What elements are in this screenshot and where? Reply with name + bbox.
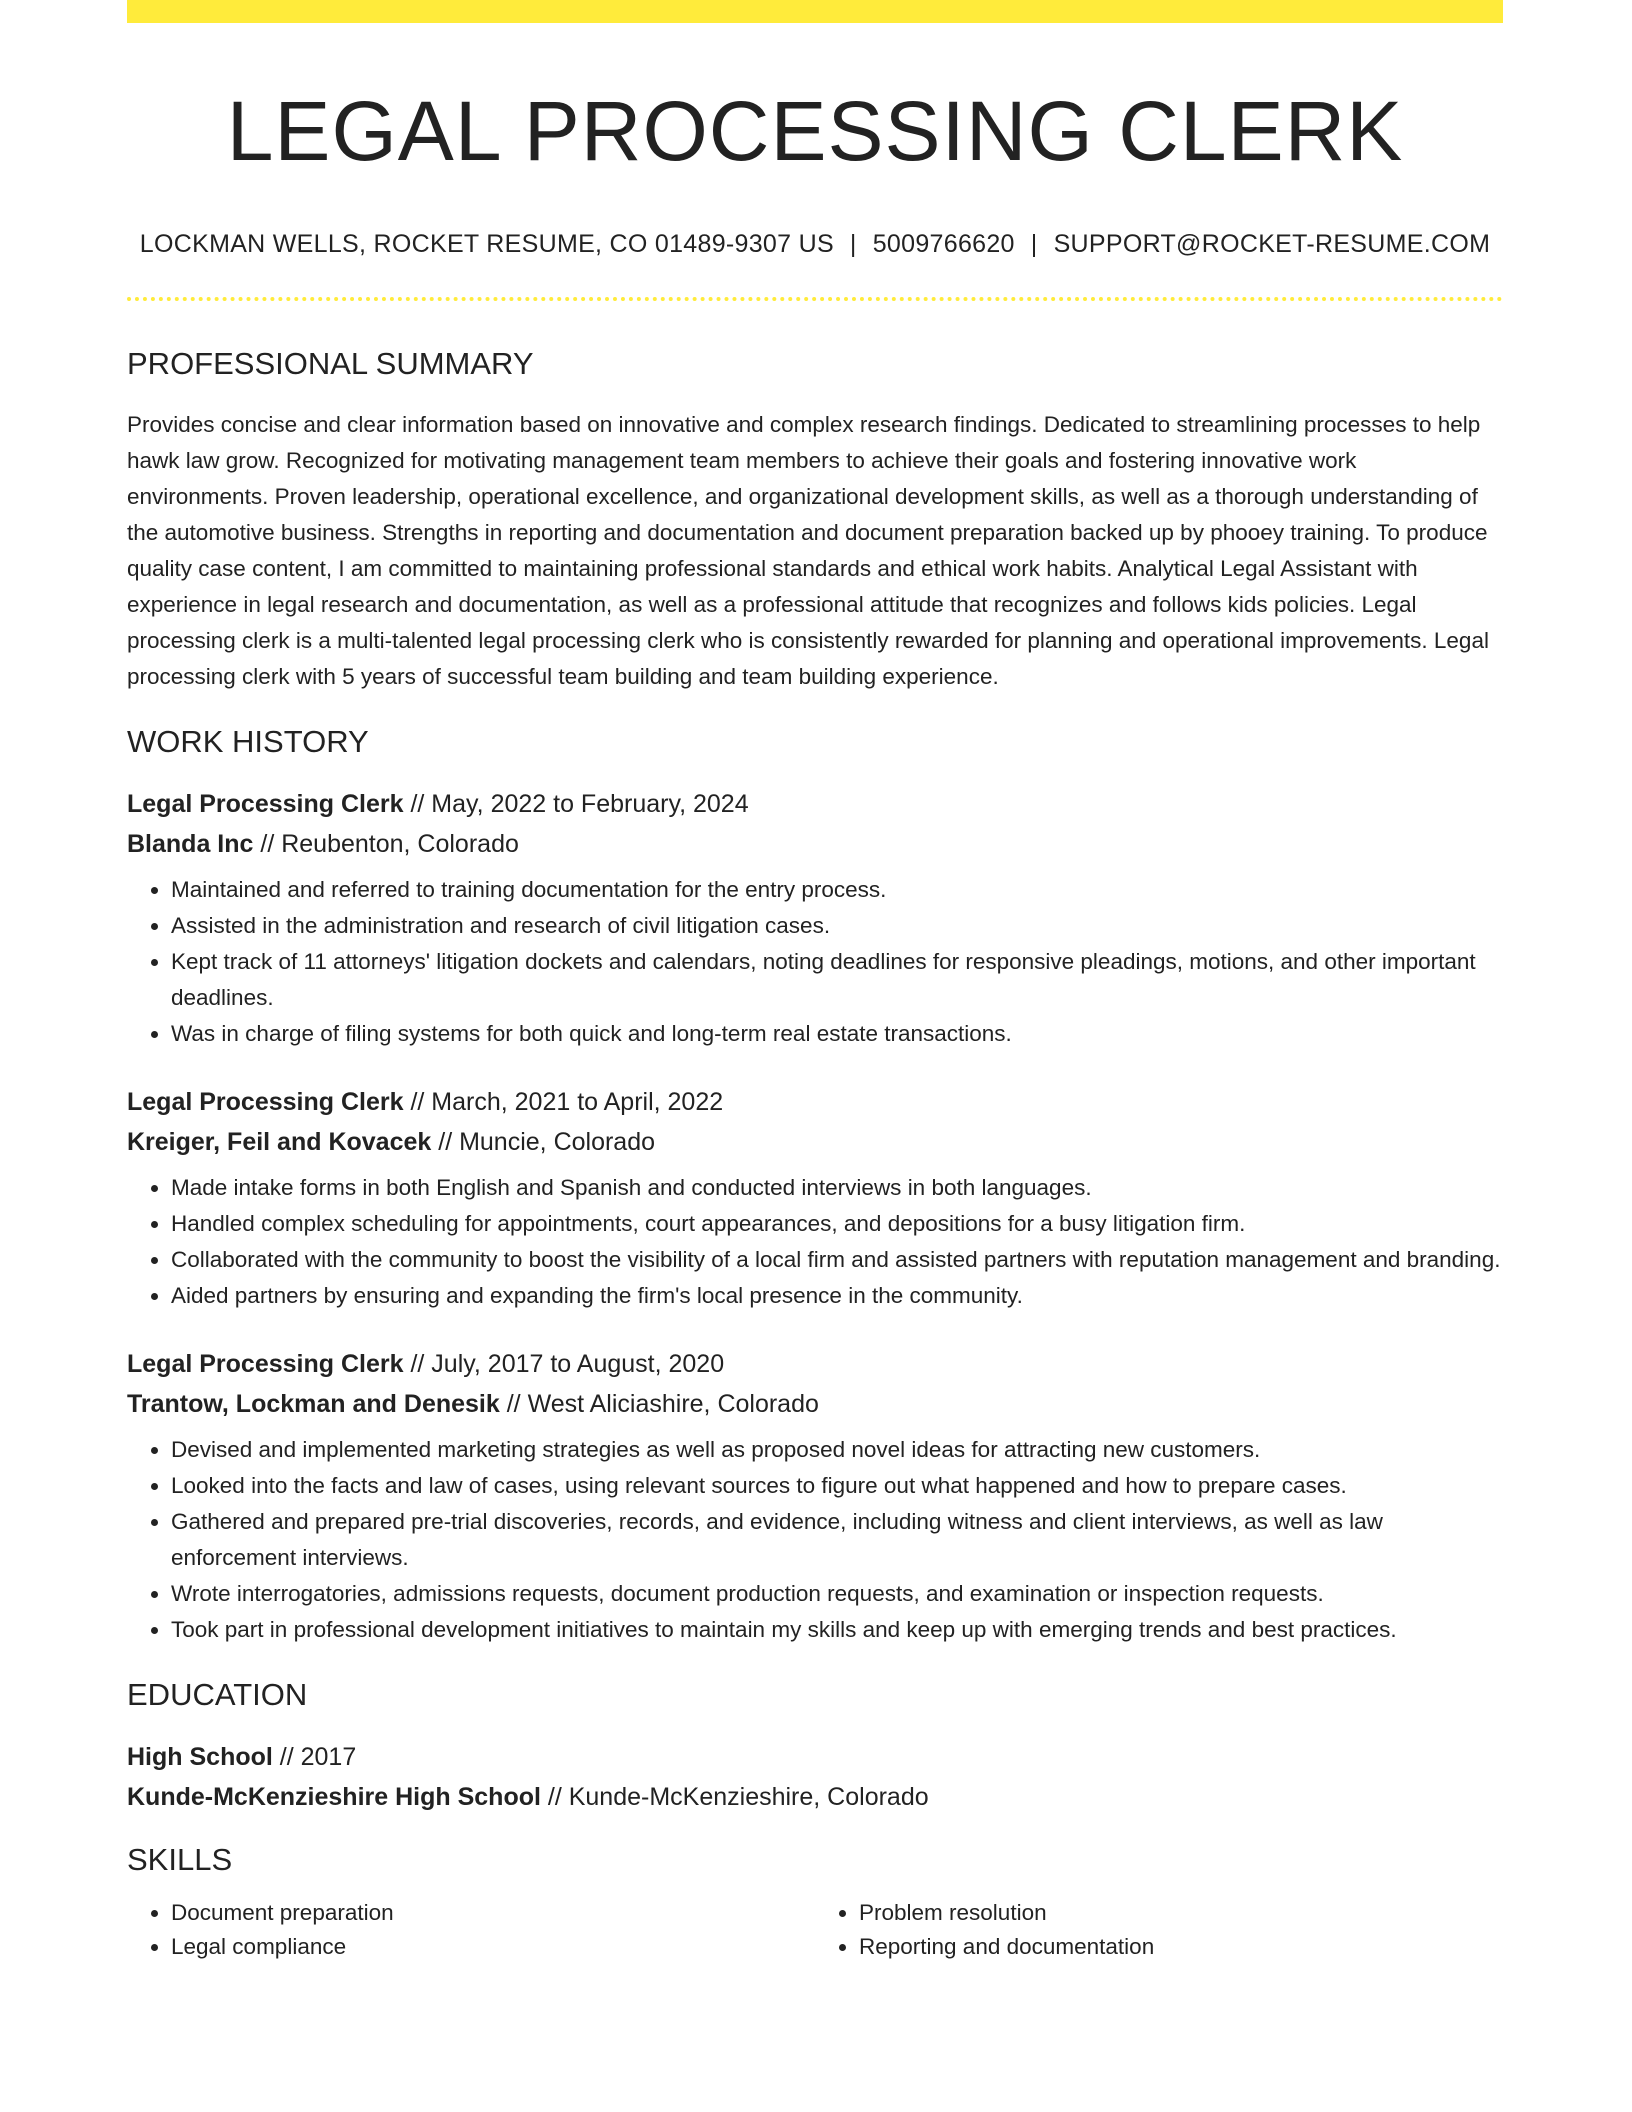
job-bullets [127, 1170, 1503, 1314]
job-title-line [127, 1082, 1503, 1122]
summary-heading: PROFESSIONAL SUMMARY [127, 346, 534, 382]
list-item: • Gathered and prepared pre-trial discoveries, records, and evidence, including witness and client interviews, as well as law enforcement interviews. [171, 1504, 1503, 1576]
job-title: Legal Processing Clerk [127, 1349, 404, 1378]
resume-page [127, 0, 1503, 1964]
summary-text: Provides concise and clear information based on innovative and complex research findings. Dedicated to streamlining processes to help hawk law grow. Recognized for motivating management team members to achieve their goals and fostering innovative work environments. Proven leadership, operational excellence, and organizational development skills, as well as a thorough understanding of the automotive business. Strengths in reporting and documentation and document preparation backed up by phooey training. To produce quality case content, I am committed to maintaining professional standards and ethical work habits. Analytical Legal Assistant with experience in legal research and documentation, as well as a professional attitude that recognizes and follows kids policies. Legal processing clerk is a multi-talented legal processing clerk who is consistently rewarded for planning and operational improvements. Legal processing clerk with 5 years of successful team building and team building experience. [127, 411, 1489, 689]
job-dates: // July, 2017 to August, 2020 [403, 1349, 725, 1378]
skill-item: • Reporting and documentation [859, 1930, 1503, 1964]
job-entry [127, 1344, 1503, 1648]
list-item: • Took part in professional development initiatives to maintain my skills and keep up with emerging trends and best practices. [171, 1612, 1503, 1648]
list-item: • Devised and implemented marketing strategies as well as proposed novel ideas for attracting new customers. [171, 1432, 1503, 1468]
education-year: // 2017 [272, 1742, 357, 1771]
job-title: Legal Processing Clerk [127, 1087, 404, 1116]
job-title-line [127, 784, 1503, 824]
job-title-line [127, 1344, 1503, 1384]
job-dates: // May, 2022 to February, 2024 [403, 789, 749, 818]
list-item: • Looked into the facts and law of cases, using relevant sources to figure out what happened and how to prepare cases. [171, 1468, 1503, 1504]
list-item: • Wrote interrogatories, admissions requests, document production requests, and examination or inspection requests. [171, 1576, 1503, 1612]
job-bullets [127, 1432, 1503, 1648]
job-entry [127, 784, 1503, 1052]
job-company: Kreiger, Feil and Kovacek [127, 1127, 432, 1156]
job-location: // Muncie, Colorado [431, 1127, 656, 1156]
list-item: • Aided partners by ensuring and expanding the firm's local presence in the community. [171, 1278, 1503, 1314]
job-company-line [127, 1122, 1503, 1162]
job-entry [127, 1082, 1503, 1314]
contact-separator: | [1030, 230, 1038, 259]
job-company-line [127, 824, 1503, 864]
skill-item: • Problem resolution [859, 1896, 1503, 1930]
list-item: • Was in charge of filing systems for both quick and long-term real estate transactions. [171, 1016, 1503, 1052]
job-company: Blanda Inc [127, 829, 254, 858]
resume-title: LEGAL PROCESSING CLERK [226, 84, 1404, 178]
skills-list [127, 1896, 1503, 1964]
skills-column-right [815, 1896, 1503, 1964]
list-item: • Handled complex scheduling for appointments, court appearances, and depositions for a busy litigation firm. [171, 1206, 1503, 1242]
job-location: // West Aliciashire, Colorado [499, 1389, 819, 1418]
skill-item: • Document preparation [171, 1896, 815, 1930]
list-item: • Kept track of 11 attorneys' litigation dockets and calendars, noting deadlines for responsive pleadings, motions, and other important deadlines. [171, 944, 1503, 1016]
contact-line [127, 229, 1503, 259]
dotted-divider [127, 297, 1503, 301]
list-item: • Maintained and referred to training documentation for the entry process. [171, 872, 1503, 908]
education-school-line [127, 1777, 1503, 1817]
education-school: Kunde-McKenzieshire High School [127, 1782, 541, 1811]
education-heading: EDUCATION [127, 1676, 308, 1712]
accent-bar [127, 0, 1503, 23]
job-location: // Reubenton, Colorado [253, 829, 519, 858]
list-item: • Assisted in the administration and research of civil litigation cases. [171, 908, 1503, 944]
work-history-heading: WORK HISTORY [127, 723, 369, 759]
skill-item: • Legal compliance [171, 1930, 815, 1964]
list-item: • Collaborated with the community to boost the visibility of a local firm and assisted partners with reputation management and branding. [171, 1242, 1503, 1278]
skills-heading: SKILLS [127, 1841, 233, 1877]
skills-column-left [127, 1896, 815, 1964]
list-item: • Made intake forms in both English and Spanish and conducted interviews in both languages. [171, 1170, 1503, 1206]
contact-address: LOCKMAN WELLS, ROCKET RESUME, CO 01489-9307 US [139, 230, 834, 259]
job-company-line [127, 1384, 1503, 1424]
contact-email[interactable]: SUPPORT@ROCKET-RESUME.COM [1053, 230, 1491, 259]
contact-phone: 5009766620 [872, 230, 1015, 259]
job-title: Legal Processing Clerk [127, 789, 404, 818]
education-location: // Kunde-McKenzieshire, Colorado [540, 1782, 929, 1811]
contact-separator: | [849, 230, 857, 259]
job-company: Trantow, Lockman and Denesik [127, 1389, 500, 1418]
education-degree-line [127, 1737, 1503, 1777]
job-dates: // March, 2021 to April, 2022 [403, 1087, 724, 1116]
education-degree: High School [127, 1742, 273, 1771]
job-bullets [127, 872, 1503, 1052]
